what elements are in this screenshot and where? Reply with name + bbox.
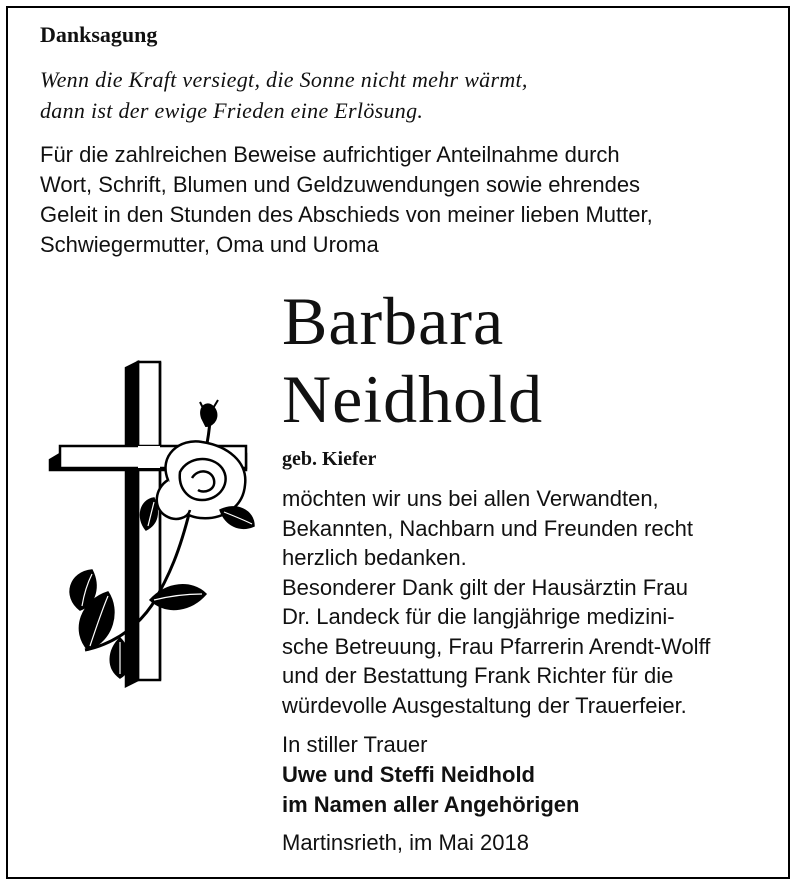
closing-block (282, 730, 579, 820)
deceased-first-name: Barbara (282, 283, 505, 359)
cross-with-rose-icon (40, 360, 265, 720)
intro-line: Für die zahlreichen Beweise aufrichtiger Anteilnahme durch (40, 142, 620, 167)
intro-line: Schwiegermutter, Oma und Uroma (40, 232, 379, 257)
thanks-line: Dr. Landeck für die langjährige medizini- (282, 604, 675, 629)
intro-line: Wort, Schrift, Blumen und Geldzuwendungen sowie ehrendes (40, 172, 641, 197)
intro-line: Geleit in den Stunden des Abschieds von meiner lieben Mutter, (40, 202, 653, 227)
place-date: Martinsrieth, im Mai 2018 (282, 830, 529, 855)
thanks-line: würdevolle Ausgestaltung der Trauerfeier. (282, 692, 687, 718)
thanks-line: herzlich bedanken. (282, 545, 467, 570)
deceased-maiden-name: geb. Kiefer (282, 448, 377, 470)
closing-line: In stiller Trauer (282, 732, 428, 757)
thanks-line: Besonderer Dank gilt der Hausärztin Frau (282, 574, 688, 600)
thanks-line: und der Bestattung Frank Richter für die (282, 663, 674, 688)
verse-line: Wenn die Kraft versiegt, die Sonne nicht mehr wärmt, (40, 67, 528, 92)
thanks-line: sche Betreuung, Frau Pfarrerin Arendt-Wolff (282, 633, 711, 659)
signers: Uwe und Steffi Neidhold (282, 762, 535, 787)
verse (40, 64, 528, 126)
thanks-text (282, 484, 710, 720)
signers-note: im Namen aller Angehörigen (282, 792, 580, 817)
deceased-last-name: Neidhold (282, 361, 544, 437)
verse-line: dann ist der ewige Frieden eine Erlösung. (40, 98, 424, 123)
thanks-line: Bekannten, Nachbarn und Freunden recht (282, 515, 693, 541)
thanks-line: möchten wir uns bei allen Verwandten, (282, 486, 659, 511)
intro-text (40, 140, 770, 260)
notice-heading: Danksagung (40, 22, 158, 47)
